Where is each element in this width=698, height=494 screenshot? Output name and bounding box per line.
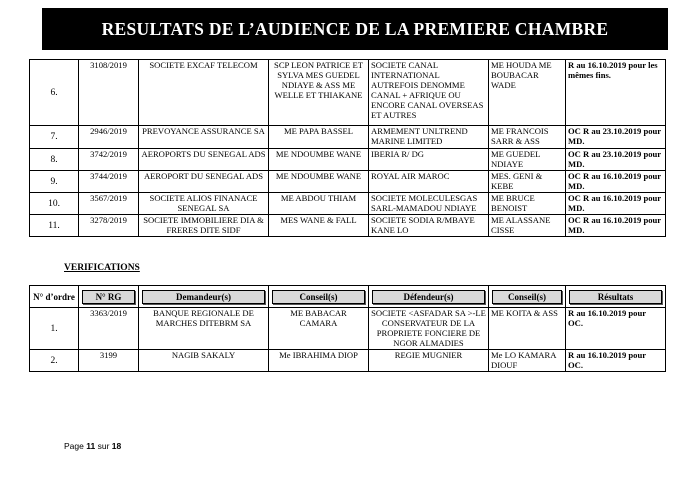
demandeur: SOCIETE ALIOS FINANACE SENEGAL SA (139, 193, 269, 215)
demandeur: BANQUE REGIONALE DE MARCHES DITEBRM SA (139, 308, 269, 350)
conseil-defendeur: ME ALASSANE CISSE (489, 215, 566, 237)
header-conseil-demandeur (269, 286, 369, 308)
table-row (30, 149, 666, 171)
resultat: R au 16.10.2019 pour les mêmes fins. (566, 60, 666, 126)
header-ordre: N° d’ordre (30, 286, 79, 308)
header-defendeur-label: Défendeur(s) (372, 290, 485, 304)
conseil-defendeur: ME FRANCOIS SARR & ASS (489, 126, 566, 149)
defendeur: ARMEMENT UNLTREND MARINE LIMITED (369, 126, 489, 149)
table-row (30, 215, 666, 237)
table-row (30, 126, 666, 149)
header-demandeur (139, 286, 269, 308)
header-resultats (566, 286, 666, 308)
rg-number: 3108/2019 (79, 60, 139, 126)
conseil-defendeur: ME BRUCE BENOIST (489, 193, 566, 215)
conseil-defendeur: MES. GENI & KEBE (489, 171, 566, 193)
row-number: 1. (30, 308, 79, 350)
rg-number: 3278/2019 (79, 215, 139, 237)
defendeur: SOCIETE CANAL INTERNATIONAL AUTREFOIS DENOMME CANAL + AFRIQUE OU ENCORE CANAL OVERSEAS ET AUTRES (369, 60, 489, 126)
defendeur: REGIE MUGNIER (369, 350, 489, 372)
row-number: 2. (30, 350, 79, 372)
row-number: 7. (30, 126, 79, 149)
resultat: R au 16.10.2019 pour OC. (566, 350, 666, 372)
page-title: RESULTATS DE L’AUDIENCE DE LA PREMIERE CHAMBRE (101, 18, 609, 39)
table-row (30, 308, 666, 350)
rg-number: 2946/2019 (79, 126, 139, 149)
demandeur: PREVOYANCE ASSURANCE SA (139, 126, 269, 149)
conseil-demandeur: ME PAPA BASSEL (269, 126, 369, 149)
table-row (30, 350, 666, 372)
table-row (30, 171, 666, 193)
row-number: 8. (30, 149, 79, 171)
conseil-demandeur: SCP LEON PATRICE ET SYLVA MES GUEDEL NDIAYE & ASS ME WELLE ET THIAKANE (269, 60, 369, 126)
conseil-defendeur: ME KOITA & ASS (489, 308, 566, 350)
table-row (30, 193, 666, 215)
conseil-demandeur: Me IBRAHIMA DIOP (269, 350, 369, 372)
resultat: OC R au 23.10.2019 pour MD. (566, 126, 666, 149)
conseil-demandeur: ME NDOUMBE WANE (269, 149, 369, 171)
table-row (30, 60, 666, 126)
defendeur: SOCIETE <ASFADAR SA >-LE CONSERVATEUR DE LA PROPRIETE FONCIERE DE NGOR ALMADIES (369, 308, 489, 350)
demandeur: NAGIB SAKALY (139, 350, 269, 372)
rg-number: 3742/2019 (79, 149, 139, 171)
header-conseil-defendeur (489, 286, 566, 308)
resultat: OC R au 16.10.2019 pour MD. (566, 193, 666, 215)
conseil-defendeur: Me LO KAMARA DIOUF (489, 350, 566, 372)
resultat: OC R au 23.10.2019 pour MD. (566, 149, 666, 171)
verifications-table (29, 285, 666, 372)
table-header-row (30, 286, 666, 308)
defendeur: SOCIETE SODIA R/MBAYE KANE LO (369, 215, 489, 237)
row-number: 11. (30, 215, 79, 237)
conseil-demandeur: MES WANE & FALL (269, 215, 369, 237)
conseil-defendeur: ME GUEDEL NDIAYE (489, 149, 566, 171)
resultat: R au 16.10.2019 pour OC. (566, 308, 666, 350)
demandeur: AEROPORT DU SENEGAL ADS (139, 171, 269, 193)
header-conseil-demandeur-label: Conseil(s) (272, 290, 365, 304)
header-demandeur-label: Demandeur(s) (142, 290, 265, 304)
defendeur: ROYAL AIR MAROC (369, 171, 489, 193)
header-rg-label: N° RG (82, 290, 135, 304)
header-defendeur (369, 286, 489, 308)
footer-page-prefix: Page (64, 441, 84, 451)
footer-separator: sur (97, 441, 110, 451)
footer-total-pages: 18 (111, 441, 122, 451)
header-conseil-defendeur-label: Conseil(s) (492, 290, 562, 304)
conseil-demandeur: ME NDOUMBE WANE (269, 171, 369, 193)
rg-number: 3567/2019 (79, 193, 139, 215)
row-number: 10. (30, 193, 79, 215)
conseil-demandeur: ME ABDOU THIAM (269, 193, 369, 215)
rg-number: 3363/2019 (79, 308, 139, 350)
results-table (29, 59, 666, 237)
page-title-banner (42, 8, 668, 50)
resultat: OC R au 16.10.2019 pour MD. (566, 171, 666, 193)
footer-current-page: 11 (86, 441, 96, 451)
demandeur: AEROPORTS DU SENEGAL ADS (139, 149, 269, 171)
conseil-demandeur: ME BABACAR CAMARA (269, 308, 369, 350)
demandeur: SOCIETE EXCAF TELECOM (139, 60, 269, 126)
rg-number: 3199 (79, 350, 139, 372)
page-footer (64, 441, 121, 451)
rg-number: 3744/2019 (79, 171, 139, 193)
section-title-verifications: VERIFICATIONS (64, 263, 140, 273)
conseil-defendeur: ME HOUDA ME BOUBACAR WADE (489, 60, 566, 126)
resultat: OC R au 16.10.2019 pour MD. (566, 215, 666, 237)
demandeur: SOCIETE IMMOBILIERE DIA & FRERES DITE SIDF (139, 215, 269, 237)
row-number: 9. (30, 171, 79, 193)
header-rg (79, 286, 139, 308)
header-resultats-label: Résultats (569, 290, 662, 304)
defendeur: SOCIETE MOLECULESGAS SARL-MAMADOU NDIAYE (369, 193, 489, 215)
row-number: 6. (30, 60, 79, 126)
defendeur: IBERIA R/ DG (369, 149, 489, 171)
